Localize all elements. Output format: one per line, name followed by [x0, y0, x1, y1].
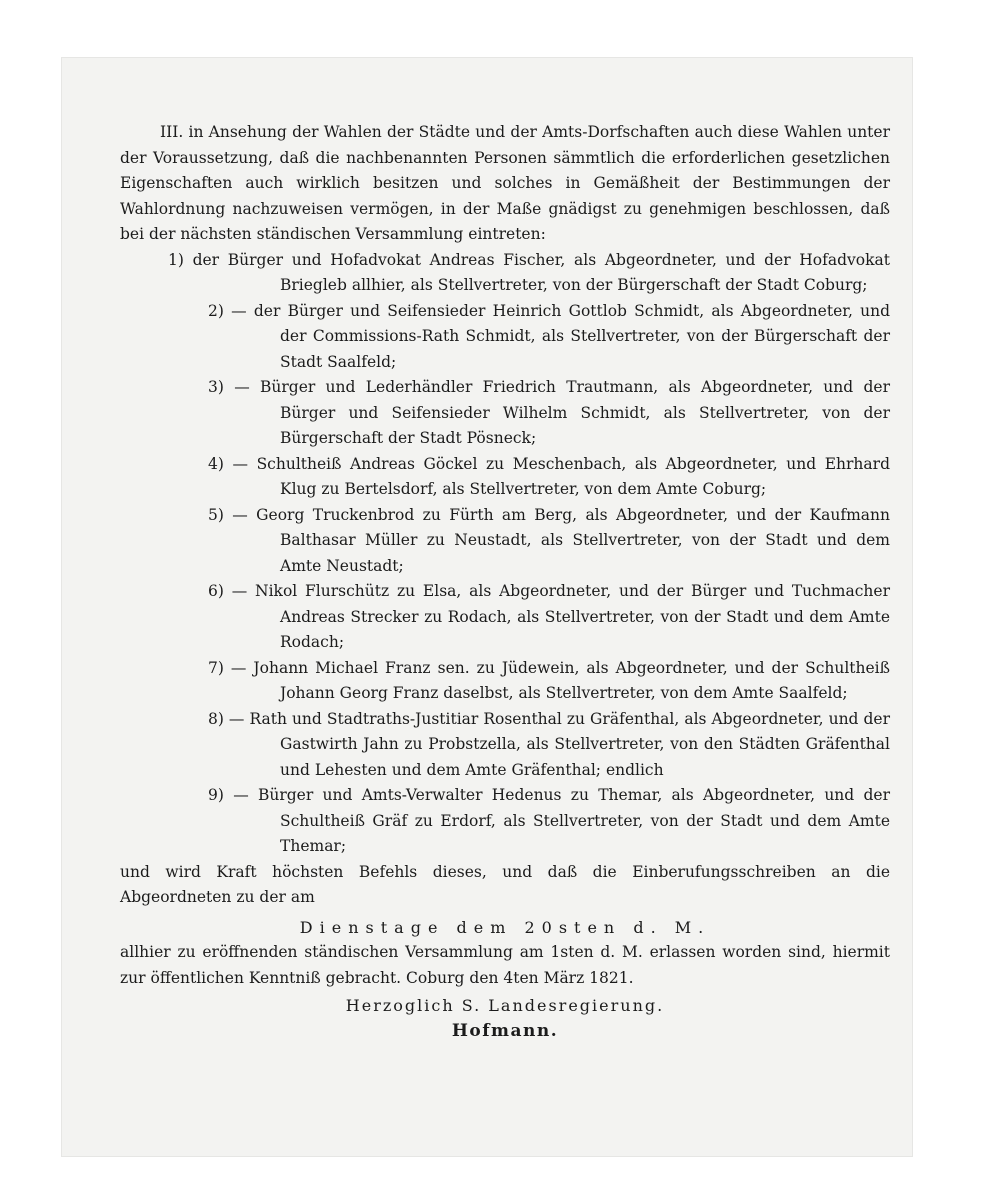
list-item: 7) — Johann Michael Franz sen. zu Jüdewein, als Abgeordneter, und der Schultheiß Johann Georg Franz daselbst, als Stellvertreter, von dem Amte Saalfeld;	[208, 658, 890, 702]
list-item: 2) — der Bürger und Seifensieder Heinrich Gottlob Schmidt, als Abgeordneter, und der Commissions-Rath Schmidt, als Stellvertreter, von der Bürgerschaft der Stadt Saalfeld;	[208, 301, 890, 371]
signature-name: Hofmann.	[451, 1020, 559, 1041]
list-item: 6) — Nikol Flurschütz zu Elsa, als Abgeordneter, und der Bürger und Tuchmacher Andreas Strecker zu Rodach, als Stellvertreter, von der Stadt und dem Amte Rodach;	[208, 582, 890, 651]
date-line: Dienstage dem 20sten d. M.	[299, 917, 711, 937]
closing-paragraph: und wird Kraft höchsten Befehls dieses, und daß die Einberufungsschreiben an die Abgeordneten zu der am	[120, 862, 890, 906]
list-item: 3) — Bürger und Lederhändler Friedrich Trautmann, als Abgeordneter, und der Bürger und Seifensieder Wilhelm Schmidt, als Stellvertreter, von der Bürgerschaft der Stadt Pösneck;	[208, 378, 890, 447]
list-item: 5) — Georg Truckenbrod zu Fürth am Berg, als Abgeordneter, und der Kaufmann Balthasar Müller zu Neustadt, als Stellvertreter, von der Stadt und dem Amte Neustadt;	[208, 505, 890, 575]
list-item: 1) der Bürger und Hofadvokat Andreas Fischer, als Abgeordneter, und der Hofadvokat Briegleb allhier, als Stellvertreter, von der Bürgerschaft der Stadt Coburg;	[168, 250, 890, 294]
document-body	[120, 120, 890, 1044]
intro-paragraph: III. in Ansehung der Wahlen der Städte und der Amts-Dorfschaften auch diese Wahlen unter der Voraussetzung, daß die nachbenannten Personen sämmtlich die erforderlichen gesetzlichen Eigenschaften auch wirklich besitzen und solches in Gemäßheit der Bestimmungen der Wahlordnung nachzuweisen vermögen, in der Maße gnädigst zu genehmigen beschlossen, daß bei der nächsten ständischen Versammlung eintreten:	[120, 123, 890, 243]
list-item: 8) — Rath und Stadtraths-Justitiar Rosenthal zu Gräfenthal, als Abgeordneter, und der Gastwirth Jahn zu Probstzella, als Stellvertreter, von den Städten Gräfenthal und Lehesten und dem Amte Gräfenthal; endlich	[208, 709, 890, 779]
list-item: 9) — Bürger und Amts-Verwalter Hedenus zu Themar, als Abgeordneter, und der Schultheiß Gräf zu Erdorf, als Stellvertreter, von der Stadt und dem Amte Themar;	[208, 786, 890, 855]
closing-paragraph-2: allhier zu eröffnenden ständischen Versammlung am 1sten d. M. erlassen worden sind, hiermit zur öffentlichen Kenntniß gebracht. Coburg den 4ten März 1821.	[120, 943, 890, 987]
signature-authority: Herzoglich S. Landesregierung.	[345, 996, 665, 1015]
list-item: 4) — Schultheiß Andreas Göckel zu Meschenbach, als Abgeordneter, und Ehrhard Klug zu Bertelsdorf, als Stellvertreter, von dem Amte Coburg;	[208, 454, 890, 498]
